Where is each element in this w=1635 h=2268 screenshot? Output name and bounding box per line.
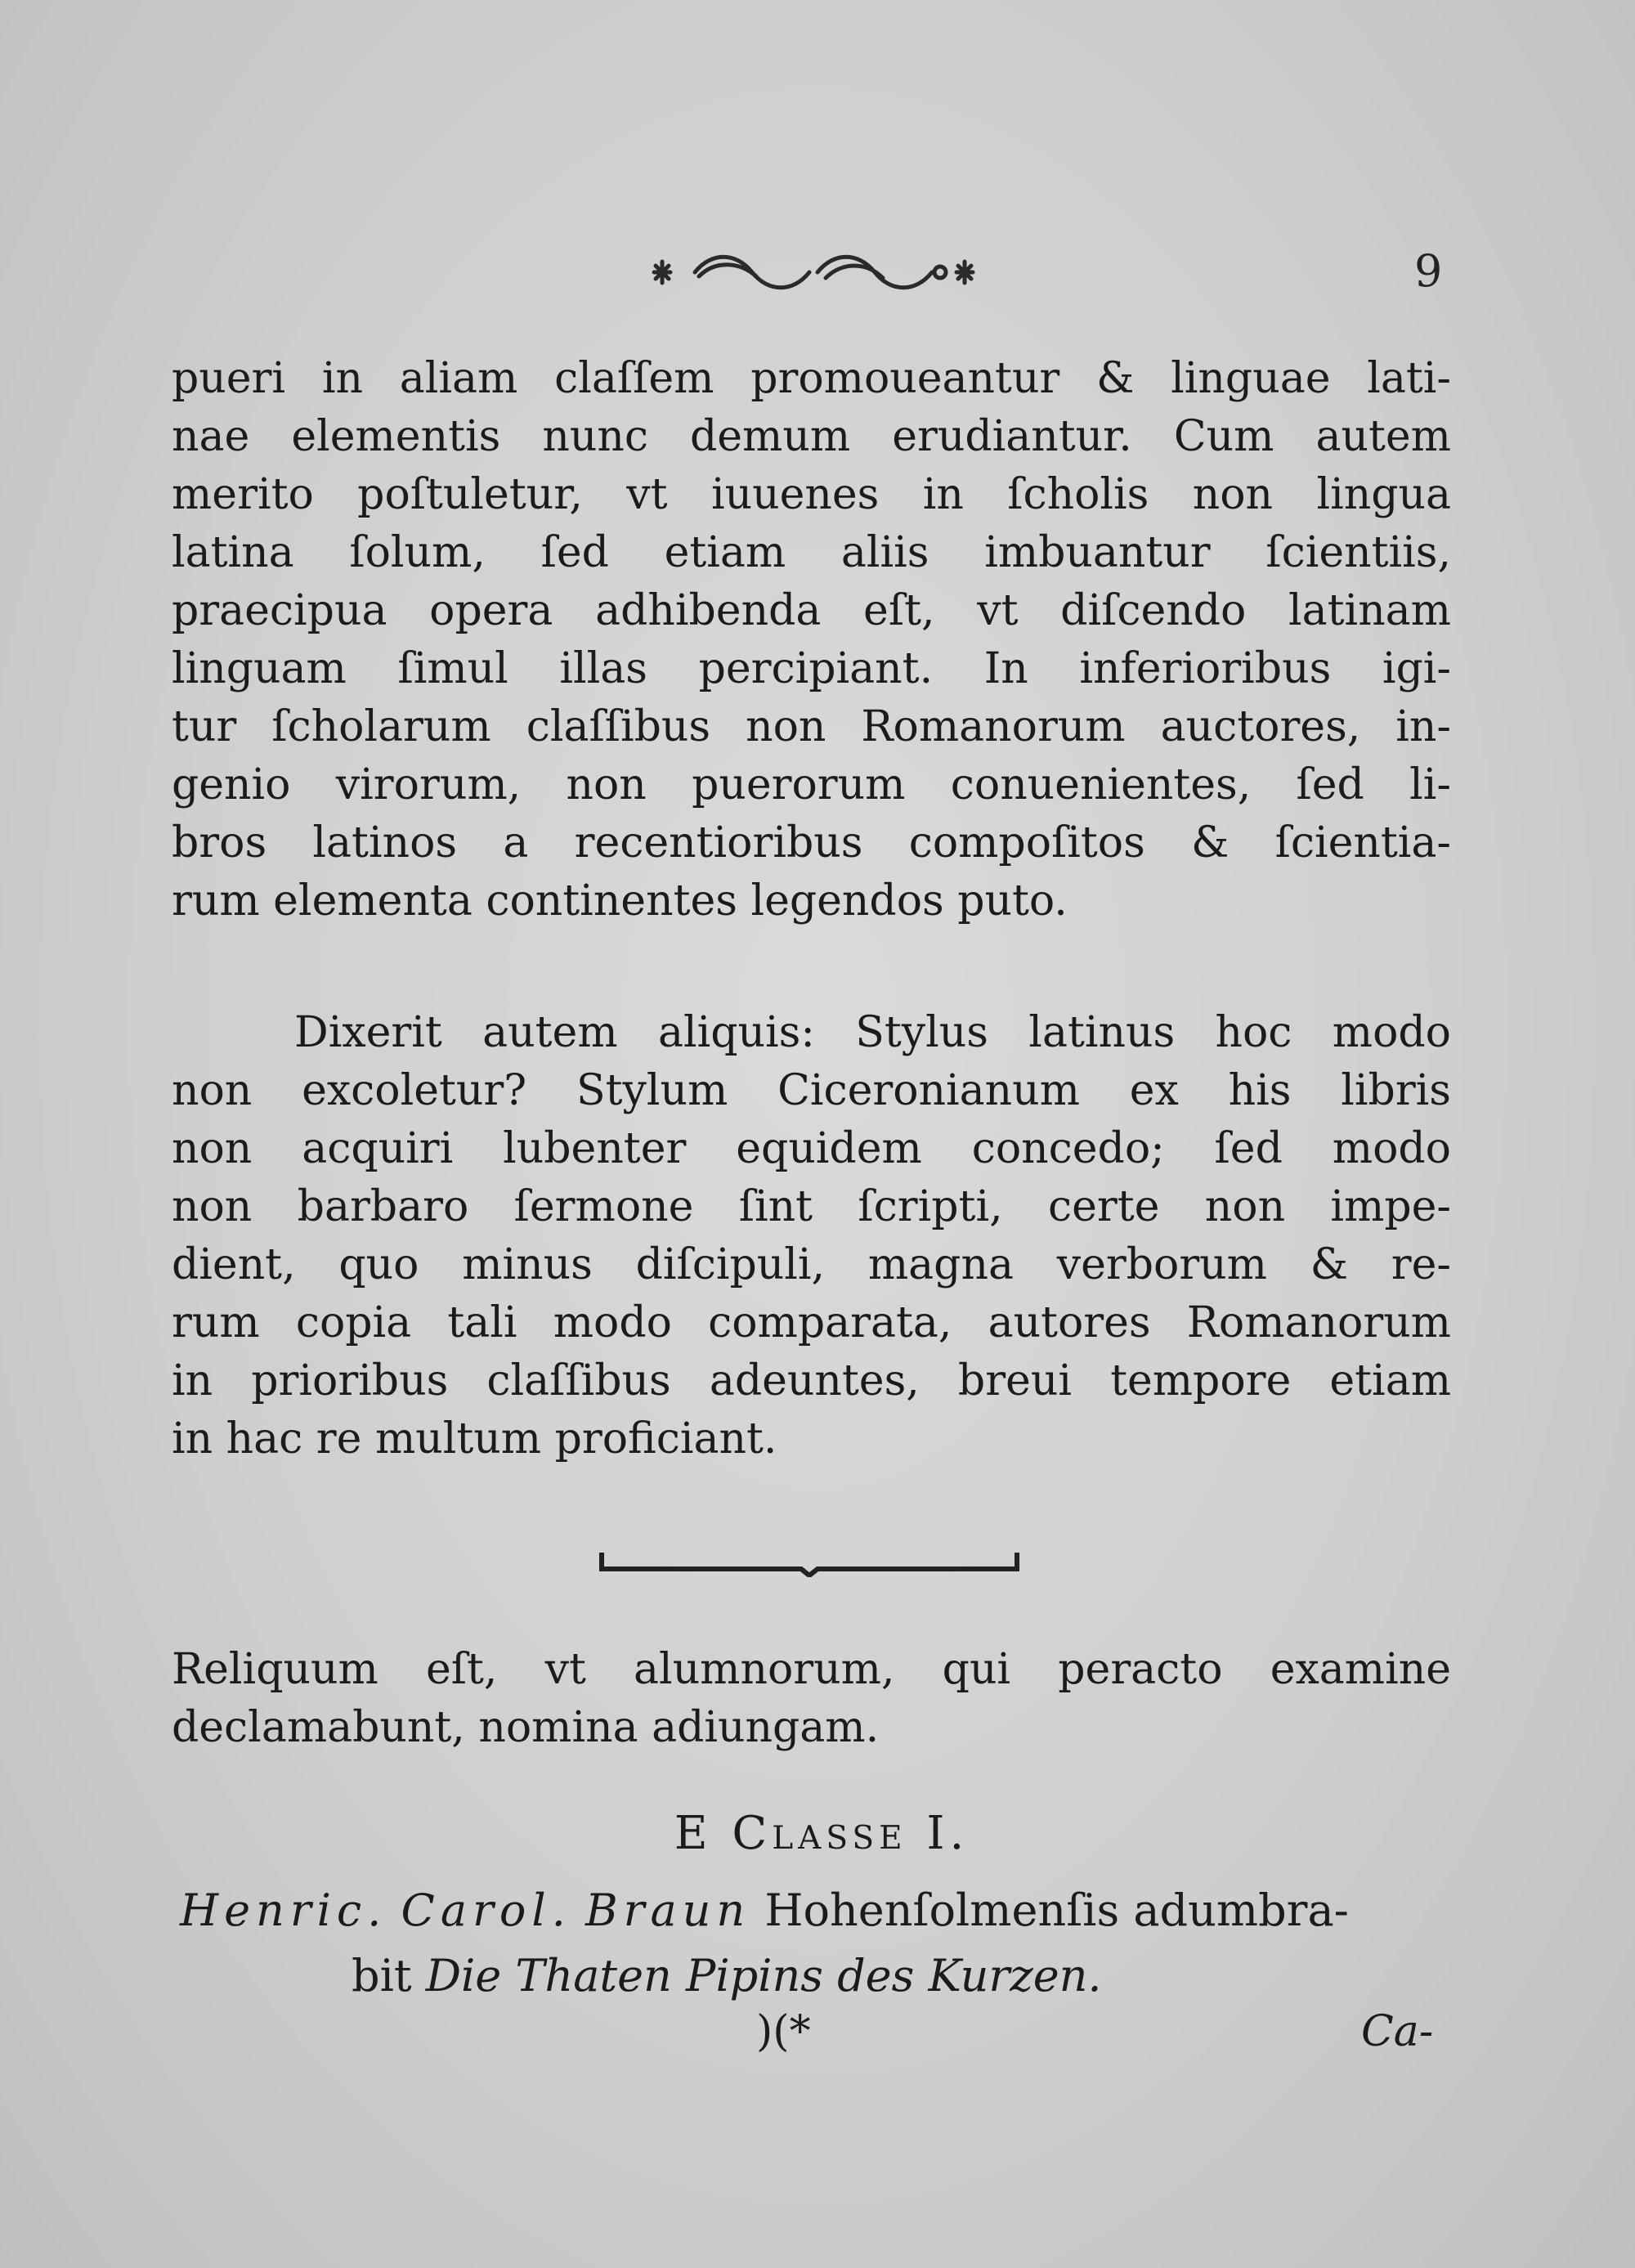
paragraph-1 xyxy=(172,350,1451,930)
student-topic: Die Thaten Pipins des Kurzen. xyxy=(425,1950,1102,2001)
student-name-line xyxy=(180,1878,1451,1943)
paragraph-3 xyxy=(172,1641,1451,1757)
text-line: nae elementis nunc demum erudiantur. Cum autem xyxy=(172,412,1451,461)
text-line: non barbaro ſermone ſint ſcripti, certe non impe- xyxy=(172,1182,1451,1231)
text-line: Reliquum eſt, vt alumnorum, qui peracto examine xyxy=(172,1645,1451,1694)
catchword: Ca- xyxy=(1361,2007,1434,2056)
text-line: non acquiri lubenter equidem concedo; ſed modo xyxy=(172,1124,1451,1173)
paragraph-2 xyxy=(172,1004,1451,1468)
text-line: declamabunt, nomina adiungam. xyxy=(172,1703,880,1752)
student-topic-line xyxy=(180,1943,1451,2009)
text-line: pueri in aliam claſſem promoueantur & linguae lati- xyxy=(172,354,1451,403)
text-line: linguam ſimul illas percipiant. In inferioribus igi- xyxy=(172,644,1451,693)
text-line: tur ſcholarum claſſibus non Romanorum auctores, in- xyxy=(172,702,1451,751)
student-first-name: Henric. xyxy=(180,1885,387,1936)
student-surname: Braun xyxy=(585,1885,751,1936)
student-origin: Hohenſolmenſis adumbra- xyxy=(764,1885,1349,1936)
heading-numeral: I. xyxy=(926,1807,970,1860)
text-line: rum elementa continentes legendos puto. xyxy=(172,876,1068,926)
heading-prefix: E xyxy=(674,1807,713,1860)
text-line: dient, quo minus diſcipuli, magna verborum & re- xyxy=(172,1240,1451,1289)
text-line: in hac re multum proficiant. xyxy=(172,1414,777,1463)
text-line: rum copia tali modo comparata, autores Romanorum xyxy=(172,1298,1451,1347)
student-second-name: Carol. xyxy=(401,1885,571,1936)
student-entry xyxy=(180,1878,1451,2009)
text-line: praecipua opera adhibenda eſt, vt diſcendo latinam xyxy=(172,586,1451,635)
text-line: genio virorum, non puerorum conuenientes, ſed li- xyxy=(172,760,1451,809)
text-line: in prioribus claſſibus adeuntes, breui tempore etiam xyxy=(172,1356,1451,1405)
student-verb-end: bit xyxy=(352,1950,412,2001)
printer-ornament-icon xyxy=(638,244,997,301)
text-line: non excoletur? Stylum Ciceronianum ex his libris xyxy=(172,1066,1451,1115)
text-line: bros latinos a recentioribus compoſitos & ſcientia- xyxy=(172,818,1451,867)
text-line: Dixerit autem aliquis: Stylus latinus hoc modo xyxy=(294,1008,1451,1057)
signature-mark: )(* xyxy=(756,2007,811,2056)
text-line: latina ſolum, ſed etiam aliis imbuantur ſcientiis, xyxy=(172,528,1451,577)
text-line: merito poſtuletur, vt iuuenes in ſcholis non lingua xyxy=(172,470,1451,519)
heading-class-word: Classe xyxy=(732,1807,907,1860)
bracket-rule-icon xyxy=(597,1548,1022,1577)
page-number: 9 xyxy=(1414,245,1443,297)
class-heading xyxy=(629,1807,1014,1860)
